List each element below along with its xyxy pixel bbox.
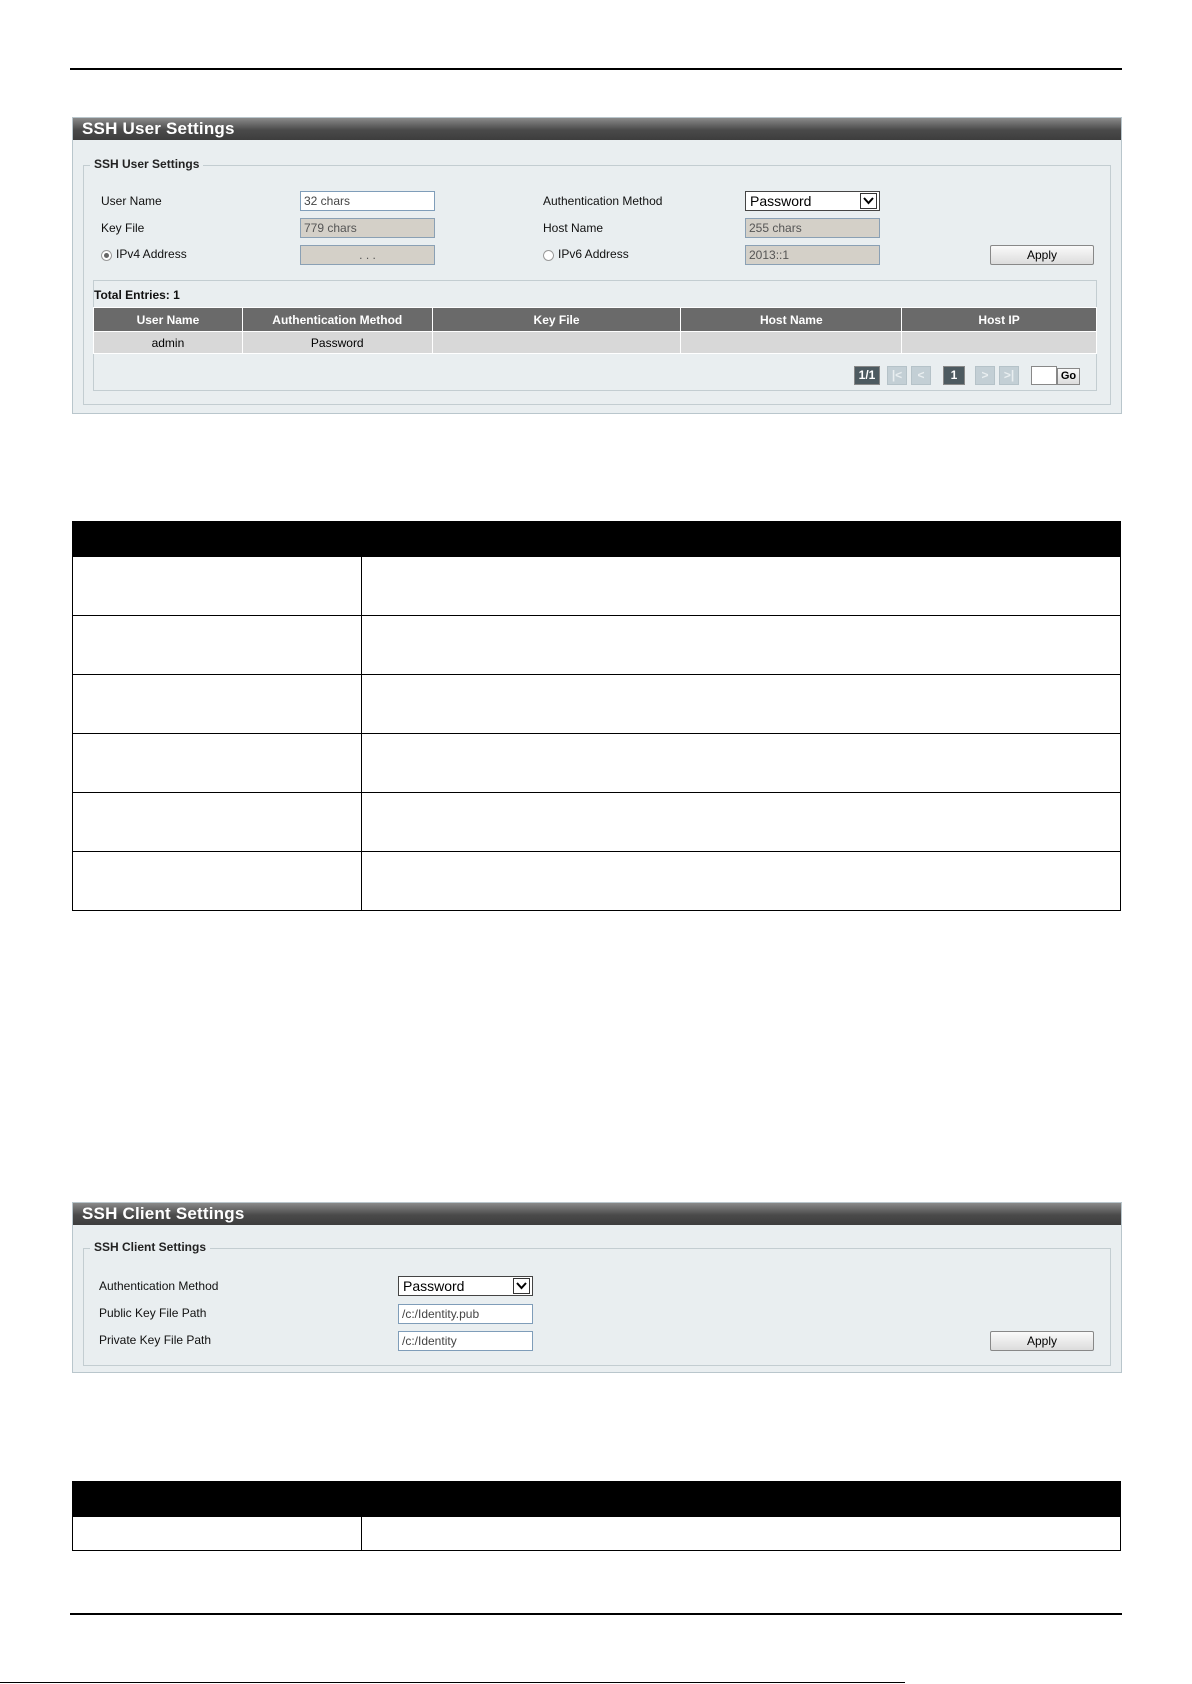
column-header: Key File	[432, 308, 681, 332]
user-table	[93, 307, 1097, 354]
ipv4-radio[interactable]	[101, 250, 112, 261]
ipv6-radio[interactable]	[543, 250, 554, 261]
column-header: Authentication Method	[242, 308, 432, 332]
fieldset-legend: SSH Client Settings	[90, 1240, 210, 1254]
public-key-input[interactable]: /c:/Identity.pub	[398, 1304, 533, 1324]
ipv6-input[interactable]: 2013::1	[745, 245, 880, 265]
prev-page-button[interactable]: <	[911, 366, 931, 385]
apply-button[interactable]: Apply	[990, 245, 1094, 265]
table-row	[73, 733, 1120, 792]
private-key-label: Private Key File Path	[99, 1333, 212, 1347]
table-row	[73, 1516, 1120, 1550]
auth-method-value: Password	[750, 193, 812, 209]
table-row	[73, 556, 1120, 615]
ipv4-input[interactable]: . . .	[300, 245, 435, 265]
key-file-label: Key File	[101, 221, 145, 235]
host-name-label: Host Name	[543, 221, 604, 235]
column-header: Host Name	[681, 308, 902, 332]
parameter-table-1	[72, 521, 1121, 911]
footer-rule	[70, 1613, 1122, 1615]
ipv6-label: IPv6 Address	[558, 247, 629, 261]
parameter-table-2	[72, 1481, 1121, 1551]
chevron-down-icon[interactable]	[513, 1278, 530, 1294]
table-row	[73, 792, 1120, 851]
private-key-input[interactable]: /c:/Identity	[398, 1331, 533, 1351]
public-key-label: Public Key File Path	[99, 1306, 207, 1320]
first-page-button[interactable]: |<	[887, 366, 907, 385]
client-auth-method-select[interactable]	[398, 1276, 533, 1296]
user-name-label: User Name	[101, 194, 162, 208]
client-auth-method-value: Password	[403, 1278, 465, 1294]
table-row	[73, 615, 1120, 674]
auth-method-label: Authentication Method	[543, 194, 663, 208]
next-page-button[interactable]: >	[975, 366, 995, 385]
table-header	[73, 522, 1120, 556]
cell-user-name: admin	[94, 332, 243, 354]
cell-host-ip	[902, 332, 1097, 354]
auth-method-select[interactable]	[745, 191, 880, 211]
ssh-client-settings-panel	[72, 1202, 1122, 1373]
panel-title: SSH User Settings	[73, 118, 1121, 140]
page-number-input[interactable]	[1031, 366, 1057, 385]
chevron-down-icon[interactable]	[860, 193, 877, 209]
host-name-input[interactable]: 255 chars	[745, 218, 880, 238]
client-auth-method-label: Authentication Method	[99, 1279, 219, 1293]
current-page-button[interactable]: 1	[943, 366, 965, 385]
page-info: 1/1	[854, 366, 880, 385]
table-row[interactable]	[94, 332, 1097, 354]
ssh-client-fieldset	[83, 1240, 1111, 1366]
table-row	[73, 851, 1120, 910]
fieldset-legend: SSH User Settings	[90, 157, 203, 171]
column-header: Host IP	[902, 308, 1097, 332]
last-page-button[interactable]: >|	[999, 366, 1019, 385]
ipv4-label: IPv4 Address	[116, 247, 187, 261]
cell-host-name	[681, 332, 902, 354]
header-rule	[70, 68, 1122, 70]
client-apply-button[interactable]: Apply	[990, 1331, 1094, 1351]
cell-key-file	[432, 332, 681, 354]
go-button[interactable]: Go	[1057, 368, 1080, 385]
key-file-input[interactable]: 779 chars	[300, 218, 435, 238]
user-name-input[interactable]: 32 chars	[300, 191, 435, 211]
table-row	[73, 674, 1120, 733]
ssh-user-settings-panel	[72, 117, 1122, 414]
panel-title: SSH Client Settings	[73, 1203, 1121, 1225]
page-edge-rule	[0, 1682, 905, 1683]
table-header	[73, 1482, 1120, 1516]
cell-auth-method: Password	[242, 332, 432, 354]
total-entries: Total Entries: 1	[94, 288, 180, 302]
column-header: User Name	[94, 308, 243, 332]
